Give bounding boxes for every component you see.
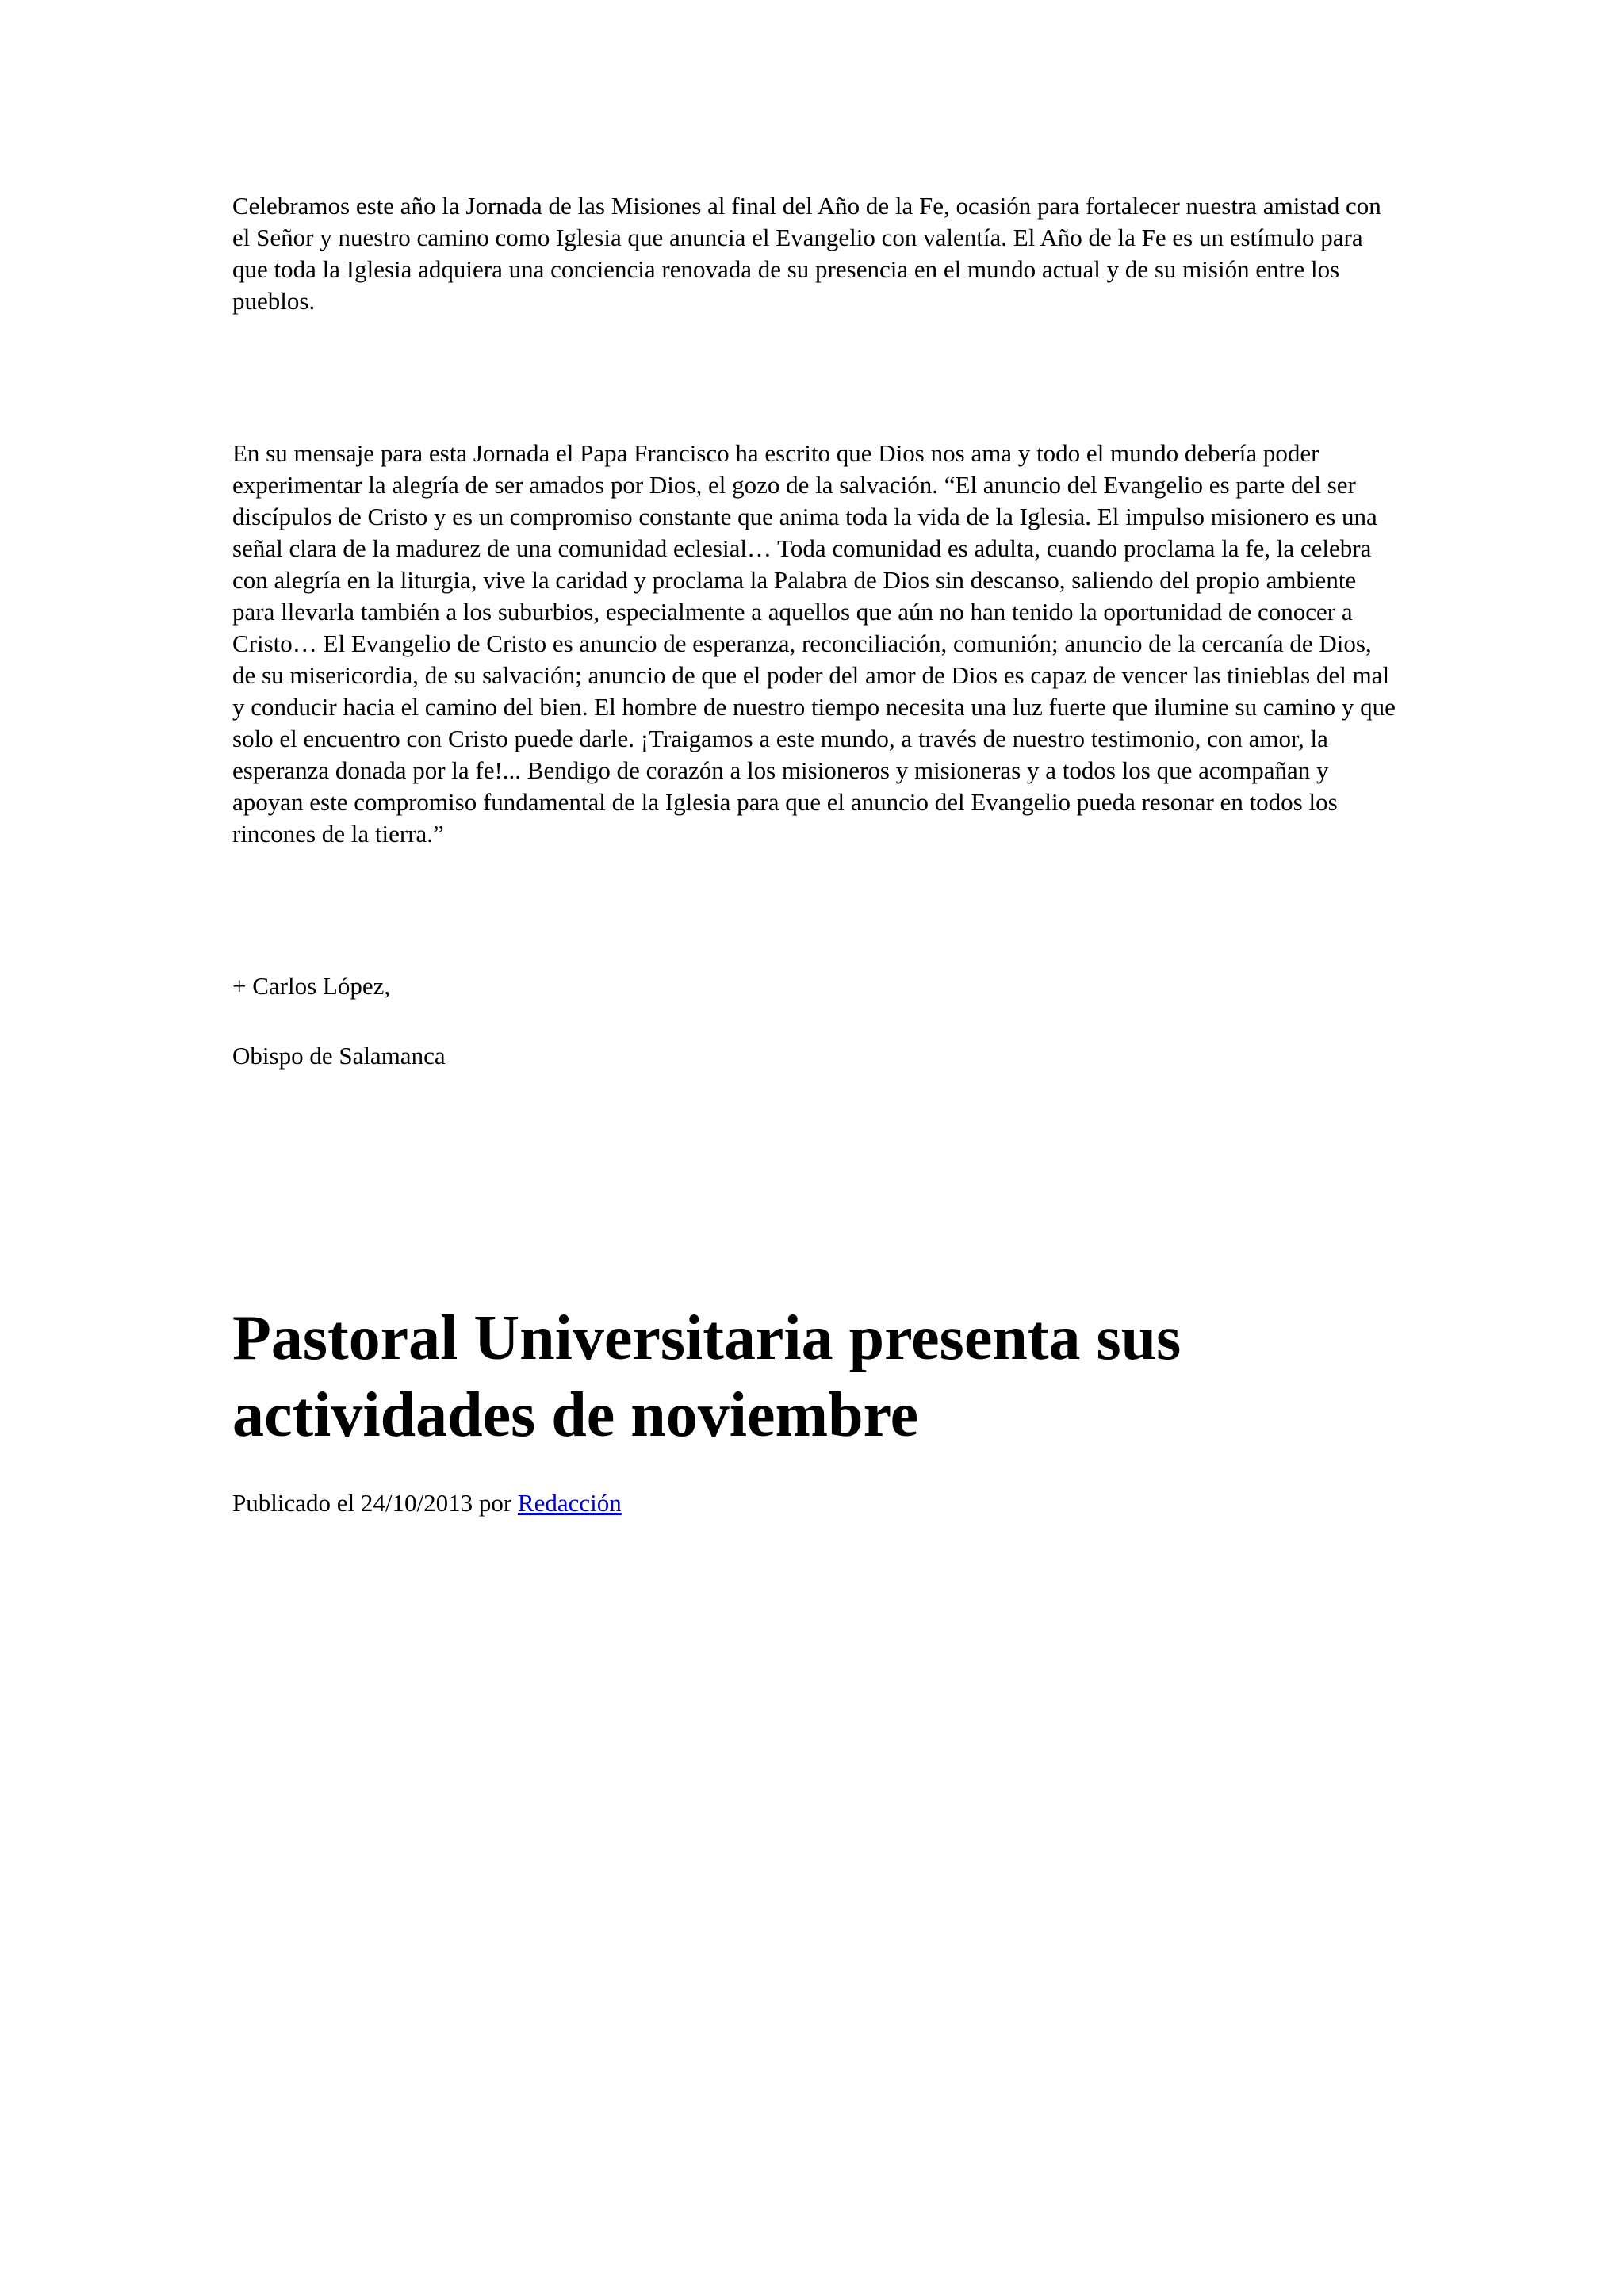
signature-title: Obispo de Salamanca bbox=[232, 1042, 446, 1070]
byline-prefix: Publicado el 24/10/2013 por bbox=[232, 1489, 518, 1517]
article-byline bbox=[232, 1487, 1398, 1519]
document-content bbox=[232, 190, 1398, 1519]
article-paragraph-1: Celebramos este año la Jornada de las Misiones al final del Año de la Fe, ocasión para fortalecer nuestra amistad con el Señor y nuestro camino como Iglesia que anuncia el Evangelio con valentía. El Año de la Fe es un estímulo para que toda la Iglesia adquiera una conciencia renovada de su presencia en el mundo actual y de su misión entre los pueblos. bbox=[232, 192, 1381, 315]
article-paragraph-2: En su mensaje para esta Jornada el Papa Francisco ha escrito que Dios nos ama y todo el mundo debería poder experimentar la alegría de ser amados por Dios, el gozo de la salvación. “El anuncio del Evangelio es parte del ser discípulos de Cristo y es un compromiso constante que anima toda la vida de la Iglesia. El impulso misionero es una señal clara de la madurez de una comunidad eclesial… Toda comunidad es adulta, cuando proclama la fe, la celebra con alegría en la liturgia, vive la caridad y proclama la Palabra de Dios sin descanso, saliendo del propio ambiente para llevarla también a los suburbios, especialmente a aquellos que aún no han tenido la oportunidad de conocer a Cristo… El Evangelio de Cristo es anuncio de esperanza, reconciliación, comunión; anuncio de la cercanía de Dios, de su misericordia, de su salvación; anuncio de que el poder del amor de Dios es capaz de vencer las tinieblas del mal y conducir hacia el camino del bien. El hombre de nuestro tiempo necesita una luz fuerte que ilumine su camino y que solo el encuentro con Cristo puede darle. ¡Traigamos a este mundo, a través de nuestro testimonio, con amor, la esperanza donada por la fe!... Bendigo de corazón a los misioneros y misioneras y a todos los que acompañan y apoyan este compromiso fundamental de la Iglesia para que el anuncio del Evangelio pueda resonar en todos los rincones de la tierra.” bbox=[232, 439, 1396, 848]
author-link[interactable]: Redacción bbox=[517, 1489, 622, 1517]
signature-name: + Carlos López, bbox=[232, 972, 391, 1000]
article-title: Pastoral Universitaria presenta sus actividades de noviembre bbox=[232, 1303, 1182, 1450]
